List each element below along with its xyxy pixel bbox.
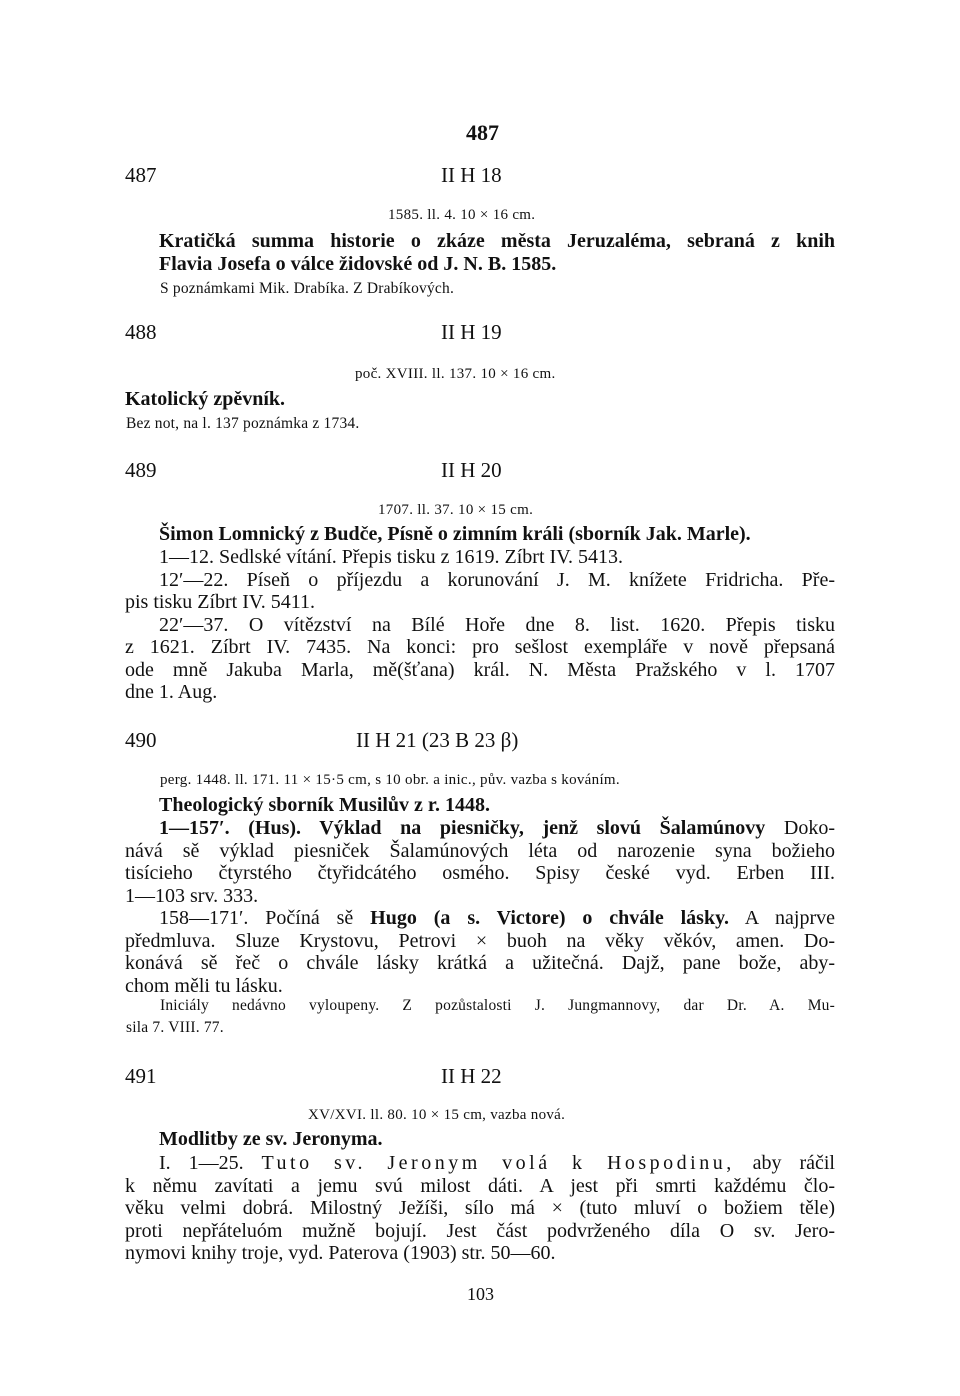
bold-run: Hugo (a s. Victore) o chvále lásky. — [370, 907, 729, 929]
body-line: nává sě výklad piesniček Šalamúnových léta od narozenie syna božieho — [125, 839, 835, 862]
body-line — [125, 817, 835, 840]
body-line: 12′—22. Píseň o příjezdu a korunování J. M. knížete Fridricha. Pře- — [159, 568, 835, 591]
physical-description: 1585. ll. 4. 10 × 16 cm. — [388, 207, 536, 223]
entry-body — [125, 817, 835, 997]
note-line: sila 7. VIII. 77. — [126, 1019, 224, 1036]
body-line: k němu zavítati a jemu svú milost dáti. A jest při smrti každému člo- — [125, 1174, 835, 1197]
text-run: 158—171′. Počíná sě — [159, 907, 371, 929]
physical-description: 1707. ll. 37. 10 × 15 cm. — [378, 502, 534, 518]
shelfmark: II H 19 — [441, 320, 502, 344]
entry-number: 490 — [125, 728, 157, 752]
entry-note: S poznámkami Mik. Drabíka. Z Drabíkových. — [160, 280, 455, 297]
entry-number: 487 — [125, 163, 157, 187]
body-line — [125, 1152, 835, 1175]
body-line: pis tisku Zíbrt IV. 5411. — [125, 591, 316, 613]
body-line: předmluva. Sluze Krystovu, Petrovi × buoh na věky věkóv, amen. Do- — [125, 929, 835, 952]
physical-description: poč. XVIII. ll. 137. 10 × 16 cm. — [355, 366, 556, 382]
entry-title: Šimon Lomnický z Budče, Písně o zimním králi (sborník Jak. Marle). — [159, 523, 751, 545]
note-line: Iniciály nedávno vyloupeny. Z pozůstalosti J. Jungmannovy, dar Dr. A. Mu- — [160, 997, 835, 1014]
body-line: 1—103 srv. 333. — [125, 884, 259, 907]
text-run: A najprve — [728, 907, 835, 929]
entry-number: 491 — [125, 1064, 157, 1088]
spaced-run: Tuto sv. Jeronym volá k Hospodinu, — [261, 1152, 735, 1174]
entry-number: 488 — [125, 320, 157, 344]
title-line: Flavia Josefa o válce židovské od J. N. B. 1585. — [159, 252, 557, 275]
body-line: 22′—37. O vítězství na Bílé Hoře dne 8. list. 1620. Přepis tisku — [159, 613, 835, 636]
entry-body — [125, 546, 835, 704]
text-run: I. 1—25. — [159, 1152, 262, 1174]
physical-description: XV/XVI. ll. 80. 10 × 15 cm, vazba nová. — [308, 1107, 566, 1123]
body-line: z 1621. Zíbrt IV. 7435. Na konci: pro sešlost exempláře v nově přepsaná — [125, 636, 835, 658]
entry-note: Bez not, na l. 137 poznámka z 1734. — [126, 415, 360, 432]
body-line: věku velmi dobrá. Milostný Ježíši, sílo má × (tuto mluví o božiem těle) — [125, 1197, 835, 1219]
running-head: 487 — [466, 120, 499, 145]
shelfmark: II H 20 — [441, 458, 502, 482]
entry-title: Katolický zpěvník. — [125, 388, 286, 410]
body-line: konává sě řeč o chvále lásky krátká a užitečná. Dajž, pane bože, aby- — [125, 952, 835, 974]
body-line: chom měli tu lásku. — [125, 974, 283, 997]
entry-title: Modlitby ze sv. Jeronyma. — [159, 1128, 383, 1150]
title-line: Kratičká summa historie o zkáze města Jeruzaléma, sebraná z knih — [159, 230, 835, 252]
shelfmark: II H 21 (23 B 23 β) — [356, 728, 519, 752]
body-line: tisícieho čtyrstého čtyřidcátého osmého. Spisy české vyd. Erben III. — [125, 862, 835, 884]
entry-title — [159, 230, 835, 275]
body-line — [125, 907, 835, 930]
physical-description: perg. 1448. ll. 171. 11 × 15·5 cm, s 10 obr. a inic., pův. vazba s kováním. — [160, 772, 620, 788]
body-line: ode mně Jakuba Marla, mě(šťana) král. N. Města Pražského v l. 1707 — [125, 658, 835, 681]
body-line: nymovi knihy troje, vyd. Paterova (1903) str. 50—60. — [125, 1242, 556, 1264]
bold-run: 1—157′. (Hus). Výklad na piesničky, jenž slovú Šalamúnovy — [159, 817, 766, 839]
page-number: 103 — [467, 1284, 494, 1304]
body-line: 1—12. Sedlské vítání. Přepis tisku z 1619. Zíbrt IV. 5413. — [159, 546, 624, 568]
entry-note — [126, 997, 835, 1041]
entry-title: Theologický sborník Musilův z r. 1448. — [159, 794, 490, 816]
shelfmark: II H 22 — [441, 1064, 502, 1088]
body-line: dne 1. Aug. — [125, 681, 218, 703]
shelfmark: II H 18 — [441, 163, 502, 187]
body-line: proti nepřáteluóm mužně bojují. Jest část podvrženého díla O sv. Jero- — [125, 1219, 835, 1242]
text-run: Doko- — [765, 817, 835, 839]
entry-body — [125, 1152, 835, 1265]
text-run: aby ráčil — [734, 1152, 835, 1174]
entry-number: 489 — [125, 458, 157, 482]
